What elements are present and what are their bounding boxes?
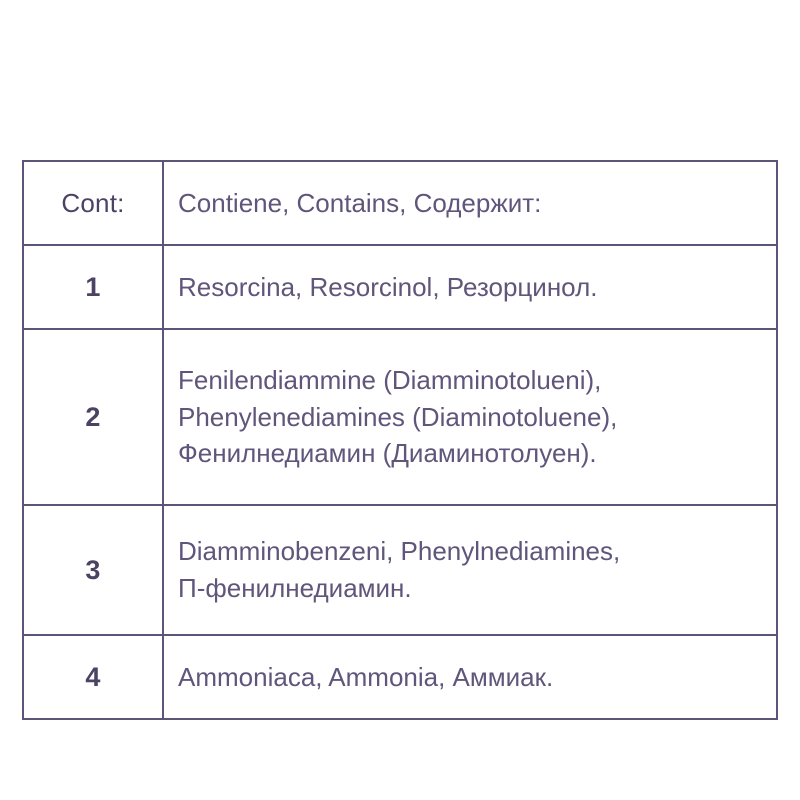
row-text-cell [163,505,777,635]
row-code-cell: 3 [23,505,163,635]
row-text-cell [163,245,777,329]
row-text-line: Resorcina, Resorcinol, Резорцинол. [178,271,598,302]
row-text-line: Fenilendiammine (Diamminotolueni), [178,364,602,395]
row-text-line: Phenylenediamines (Diaminotoluene), [178,401,618,432]
row-code-cell: 2 [23,329,163,505]
table-row [23,245,777,329]
row-code-cell: 1 [23,245,163,329]
header-text-line: Contiene, Contains, Содержит: [178,187,542,218]
table-row [23,635,777,719]
row-text-line: П-фенилнедиамин. [178,573,412,603]
header-code-cell: Cont: [23,161,163,245]
row-text-line: Фенилнедиамин (Диаминотолуен). [178,438,597,469]
table-row [23,505,777,635]
row-text-cell [163,329,777,505]
row-text-line: Ammoniaca, Ammonia, Аммиак. [178,661,554,692]
ingredients-table [22,160,778,720]
table-row-header [23,161,777,245]
ingredients-table-container [22,160,778,720]
row-text-line: Diamminobenzeni, Phenylnediamines, [178,536,621,567]
header-text-cell [163,161,777,245]
row-text-cell [163,635,777,719]
table-row [23,329,777,505]
row-code-cell: 4 [23,635,163,719]
